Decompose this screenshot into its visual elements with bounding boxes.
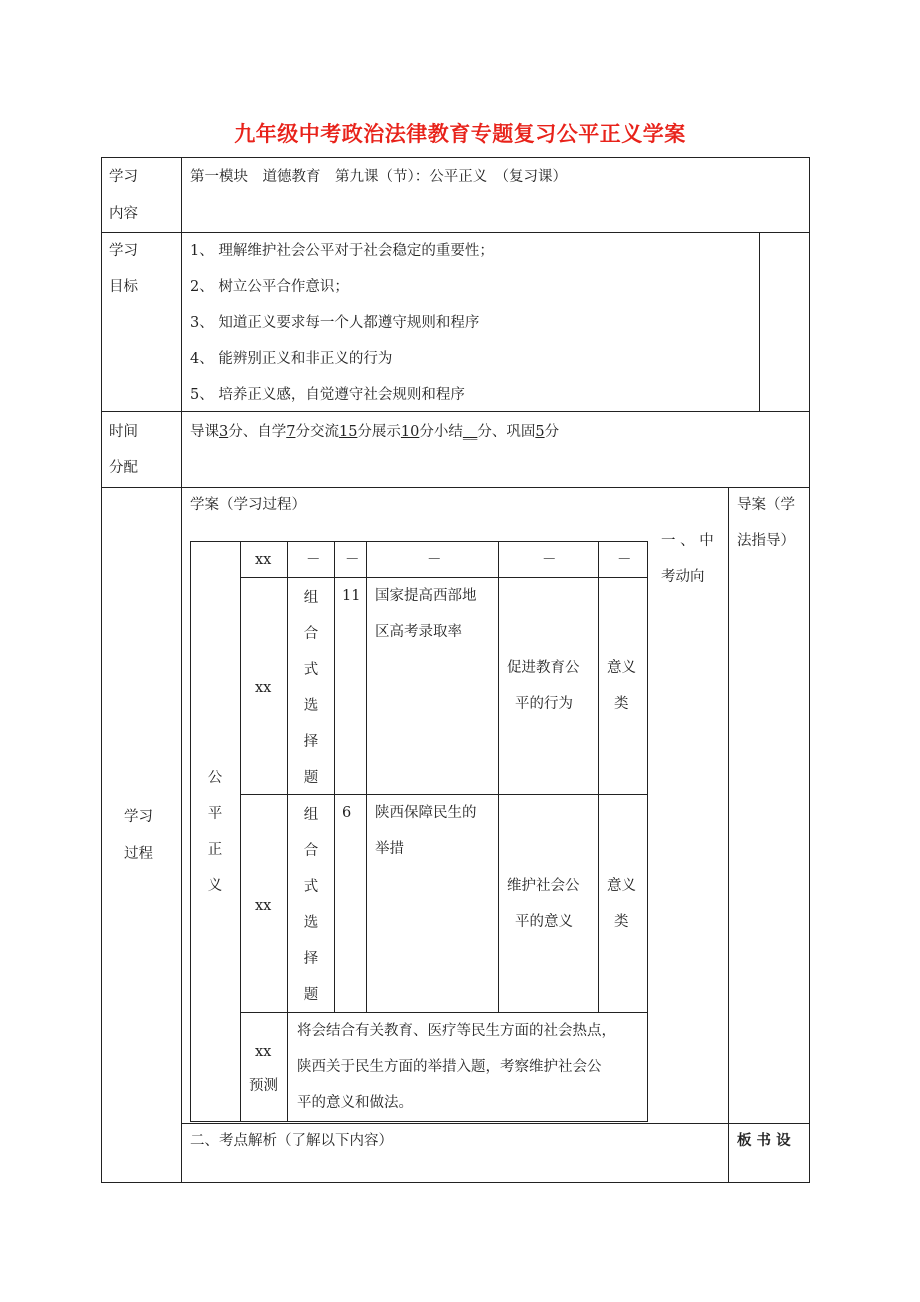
content-label-line2: 内容 [109,206,138,222]
process-header: 学案（学习过程） [190,497,306,513]
entry-content-line1: 国家提高西部地 [375,588,477,604]
guide-label-line1: 导案（学 [737,497,795,513]
forecast-text-line: 陕西关于民生方面的举措入题，考察维护社会公 [297,1059,602,1075]
process-label-line1: 学习 [124,809,153,825]
header-cell: － [306,552,321,568]
entry-type: 组 合 式 选 择 题 [303,590,319,786]
header-cell: xx [255,552,272,568]
forecast-text-line: 将会结合有关教育、医疗等民生方面的社会热点， [297,1023,616,1039]
entry-year: xx [255,898,272,914]
entry-content-line2: 区高考录取率 [375,624,462,640]
content-text: 第一模块 道德教育 第九课（节）：公平正义 （复习课） [190,169,567,185]
entry-number: 11 [342,588,361,604]
entry-content-line2: 举措 [375,841,404,857]
entry-category-line1: 意义 [607,878,636,894]
entry-type: 组 合 式 选 择 题 [303,807,319,1003]
entry-point-line1: 促进教育公 [507,660,580,676]
entry-category-line1: 意义 [607,660,636,676]
time-allocation: 导课3分、自学7分交流15分展示10分小结__分、巩固5分 [190,424,560,440]
entry-point-line2: 平的行为 [515,696,573,712]
guide-label-line2: 法指导） [737,533,795,549]
header-cell: － [345,552,360,568]
page-title: 九年级中考政治法律教育专题复习公平正义学案 [234,122,686,146]
board-heading: 板 书 设 [737,1132,791,1149]
goals-label-line2: 目标 [109,279,138,295]
entry-content-line1: 陕西保障民生的 [375,805,477,821]
entry-category-line2: 类 [614,696,629,712]
time-label-line2: 分配 [109,460,138,476]
entry-point-line2: 平的意义 [515,914,573,930]
forecast-label-line1: xx [255,1044,272,1060]
goal-item: 4、 能辨别正义和非正义的行为 [190,351,393,367]
header-cell: － [617,552,632,568]
header-cell: － [542,552,557,568]
goal-item: 1、 理解维护社会公平对于社会稳定的重要性； [190,243,494,259]
entry-point-line1: 维护社会公 [507,878,580,894]
goal-item: 5、 培养正义感，自觉遵守社会规则和程序 [190,387,465,403]
goal-item: 3、 知道正义要求每一个人都遵守规则和程序 [190,315,480,331]
goals-label-line1: 学习 [109,243,138,259]
topic-label: 公 平 正 义 [207,770,223,894]
process-label-line2: 过程 [124,846,153,862]
forecast-label-line2: 预测 [249,1078,278,1094]
header-cell: － [427,552,442,568]
entry-number: 6 [342,805,352,821]
entry-category-line2: 类 [614,914,629,930]
goal-item: 2、 树立公平合作意识； [190,279,349,295]
trend-heading-line1: 一 、 中 [661,533,714,549]
entry-year: xx [255,680,272,696]
time-label-line1: 时间 [109,424,138,440]
trend-heading-line2: 考动向 [661,569,705,585]
forecast-text-line: 平的意义和做法。 [297,1095,413,1111]
content-label-line1: 学习 [109,169,138,185]
section2-heading: 二、考点解析（了解以下内容） [190,1133,393,1149]
